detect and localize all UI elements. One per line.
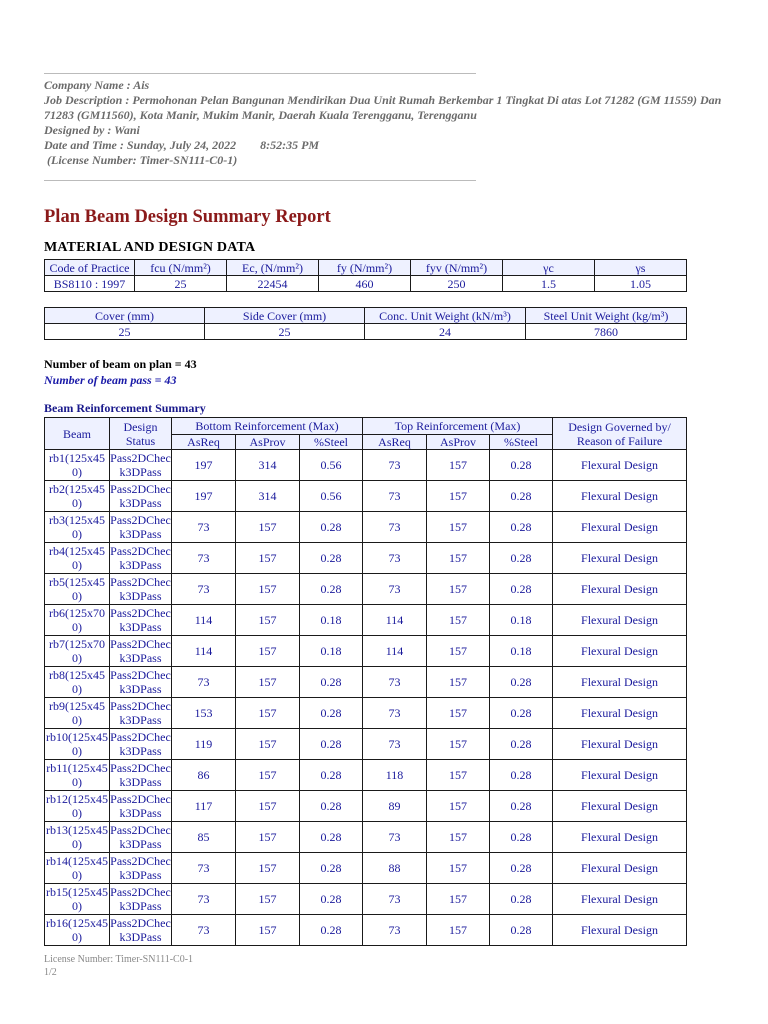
table-row: [45, 729, 687, 760]
design-status: Pass2DCheck3DPass: [110, 854, 171, 882]
date-time: Date and Time : Sunday, July 24, 2022 8:52:35 PM: [44, 138, 320, 152]
header-bottom-asreq: AsReq: [172, 435, 236, 450]
table-row: [45, 667, 687, 698]
bottom-asreq: 86: [172, 760, 236, 791]
beam-name: rb9(125x450): [45, 698, 110, 729]
bottom-asreq: 73: [172, 543, 236, 574]
design-governed: Flexural Design: [553, 636, 687, 667]
design-governed: Flexural Design: [553, 791, 687, 822]
beam-count: Number of beam on plan = 43: [44, 357, 197, 371]
top-steel: 0.28: [490, 760, 553, 791]
bottom-steel: 0.56: [300, 481, 363, 512]
header-design-governed: Design Governed by/ Reason of Failure: [553, 418, 687, 450]
value-cover: 25: [45, 324, 205, 340]
value-conc-unit-weight: 24: [365, 324, 526, 340]
bottom-asreq: 197: [172, 450, 236, 481]
design-status: Pass2DCheck3DPass: [110, 885, 171, 913]
table-row: [45, 698, 687, 729]
design-governed: Flexural Design: [553, 884, 687, 915]
design-status: Pass2DCheck3DPass: [110, 451, 171, 479]
beam-name: rb16(125x450): [46, 916, 108, 944]
header-conc-unit-weight: Conc. Unit Weight (kN/m³): [365, 308, 526, 324]
bottom-asreq: 153: [172, 698, 236, 729]
beam-name: rb6(125x700): [45, 605, 110, 636]
design-governed: Flexural Design: [553, 574, 687, 605]
header-gamma-c: γc: [503, 260, 595, 276]
top-asreq: 89: [363, 791, 427, 822]
report-title: Plan Beam Design Summary Report: [44, 207, 331, 227]
cover-header-row: [45, 308, 687, 324]
bottom-asprov: 157: [236, 512, 300, 543]
company-name: Company Name : Ais: [44, 78, 150, 92]
bottom-asprov: 157: [236, 636, 300, 667]
summary-title: Beam Reinforcement Summary: [44, 401, 206, 415]
bottom-steel: 0.28: [300, 729, 363, 760]
job-description: Job Description : Permohonan Pelan Bangunan Mendirikan Dua Unit Rumah Berkembar 1 Tingkat Di atas Lot 71282 (GM 11559) Dan 71283 (GM11560), Kota Manir, Mukim Manir, Daerah Kuala Terengganu, Terengganu: [44, 93, 725, 122]
top-asreq: 73: [363, 729, 427, 760]
bottom-asreq: 73: [172, 853, 236, 884]
top-asprov: 157: [427, 605, 490, 636]
top-asreq: 73: [363, 450, 427, 481]
top-asreq: 114: [363, 636, 427, 667]
top-steel: 0.28: [490, 512, 553, 543]
top-asprov: 157: [427, 636, 490, 667]
top-steel: 0.28: [490, 481, 553, 512]
top-asreq: 73: [363, 822, 427, 853]
bottom-asprov: 157: [236, 729, 300, 760]
bottom-asreq: 85: [172, 822, 236, 853]
value-fcu: 25: [135, 276, 227, 292]
value-fy: 460: [319, 276, 411, 292]
bottom-asreq: 117: [172, 791, 236, 822]
beam-name: rb11(125x450): [46, 761, 108, 789]
table-row: [45, 574, 687, 605]
header-fy: fy (N/mm²): [319, 260, 411, 276]
value-steel-unit-weight: 7860: [526, 324, 687, 340]
design-status: Pass2DCheck3DPass: [110, 792, 171, 820]
bottom-asprov: 157: [236, 605, 300, 636]
top-asprov: 157: [427, 512, 490, 543]
bottom-asreq: 197: [172, 481, 236, 512]
report-metadata: [44, 78, 734, 168]
top-rule: [44, 73, 476, 74]
design-status: Pass2DCheck3DPass: [110, 482, 171, 510]
design-status: Pass2DCheck3DPass: [110, 699, 171, 727]
bottom-asprov: 314: [236, 481, 300, 512]
header-cover: Cover (mm): [45, 308, 205, 324]
value-gamma-s: 1.05: [595, 276, 687, 292]
summary-header-row-1: [45, 418, 687, 435]
header-side-cover: Side Cover (mm): [205, 308, 365, 324]
design-governed: Flexural Design: [553, 853, 687, 884]
header-top-reinforcement: Top Reinforcement (Max): [363, 418, 553, 435]
bottom-asprov: 157: [236, 853, 300, 884]
beam-name: rb1(125x450): [45, 450, 110, 481]
bottom-steel: 0.28: [300, 791, 363, 822]
header-steel-unit-weight: Steel Unit Weight (kg/m³): [526, 308, 687, 324]
material-section-title: MATERIAL AND DESIGN DATA: [44, 240, 256, 255]
beam-name: rb3(125x450): [45, 512, 110, 543]
top-steel: 0.28: [490, 915, 553, 946]
design-status: Pass2DCheck3DPass: [110, 513, 171, 541]
top-steel: 0.28: [490, 791, 553, 822]
bottom-steel: 0.28: [300, 543, 363, 574]
design-governed: Flexural Design: [553, 915, 687, 946]
top-asreq: 73: [363, 543, 427, 574]
top-asprov: 157: [427, 760, 490, 791]
header-fcu: fcu (N/mm²): [135, 260, 227, 276]
top-asprov: 157: [427, 729, 490, 760]
table-row: [45, 543, 687, 574]
top-asprov: 157: [427, 884, 490, 915]
design-status: Pass2DCheck3DPass: [110, 575, 171, 603]
header-bottom-asprov: AsProv: [236, 435, 300, 450]
table-row: [45, 915, 687, 946]
bottom-asprov: 157: [236, 543, 300, 574]
design-governed: Flexural Design: [553, 481, 687, 512]
bottom-steel: 0.28: [300, 915, 363, 946]
bottom-asreq: 73: [172, 574, 236, 605]
top-steel: 0.28: [490, 698, 553, 729]
footer-license: License Number: Timer-SN111-C0-1: [44, 954, 194, 965]
design-governed: Flexural Design: [553, 822, 687, 853]
table-row: [45, 791, 687, 822]
header-top-asprov: AsProv: [427, 435, 490, 450]
top-asreq: 73: [363, 884, 427, 915]
bottom-asprov: 157: [236, 698, 300, 729]
top-asprov: 157: [427, 667, 490, 698]
top-asreq: 73: [363, 915, 427, 946]
bottom-asreq: 73: [172, 512, 236, 543]
top-steel: 0.28: [490, 729, 553, 760]
design-status: Pass2DCheck3DPass: [110, 761, 171, 789]
design-governed: Flexural Design: [553, 450, 687, 481]
top-steel: 0.28: [490, 822, 553, 853]
beam-name: rb4(125x450): [45, 543, 110, 574]
bottom-steel: 0.18: [300, 636, 363, 667]
beam-rows: [45, 450, 687, 946]
page-number: 1/2: [44, 967, 57, 978]
top-asprov: 157: [427, 481, 490, 512]
top-asreq: 73: [363, 574, 427, 605]
top-asprov: 157: [427, 915, 490, 946]
bottom-steel: 0.28: [300, 512, 363, 543]
value-ec: 22454: [227, 276, 319, 292]
top-asreq: 73: [363, 512, 427, 543]
header-design-status: Design Status: [110, 418, 172, 450]
bottom-steel: 0.28: [300, 822, 363, 853]
header-ec: Ec, (N/mm²): [227, 260, 319, 276]
bottom-asreq: 73: [172, 884, 236, 915]
beam-pass-count: Number of beam pass = 43: [44, 373, 177, 387]
bottom-rule: [44, 180, 476, 181]
bottom-asprov: 157: [236, 574, 300, 605]
beam-name: rb13(125x450): [46, 823, 108, 851]
header-top-steel: %Steel: [490, 435, 553, 450]
header-top-asreq: AsReq: [363, 435, 427, 450]
header-bottom-reinforcement: Bottom Reinforcement (Max): [172, 418, 363, 435]
design-governed: Flexural Design: [553, 543, 687, 574]
table-row: [45, 636, 687, 667]
bottom-asprov: 157: [236, 915, 300, 946]
beam-name: rb2(125x450): [45, 481, 110, 512]
top-steel: 0.28: [490, 884, 553, 915]
bottom-steel: 0.18: [300, 605, 363, 636]
top-steel: 0.28: [490, 853, 553, 884]
cover-table: [44, 307, 687, 340]
bottom-asreq: 114: [172, 605, 236, 636]
footer: [44, 953, 193, 979]
design-governed: Flexural Design: [553, 698, 687, 729]
table-row: [45, 760, 687, 791]
beam-name: rb10(125x450): [46, 730, 108, 758]
top-steel: 0.18: [490, 605, 553, 636]
beam-summary-table: [44, 417, 687, 946]
table-row: [45, 853, 687, 884]
top-asprov: 157: [427, 853, 490, 884]
cover-value-row: [45, 324, 687, 340]
top-asprov: 157: [427, 574, 490, 605]
top-steel: 0.28: [490, 543, 553, 574]
bottom-asprov: 157: [236, 822, 300, 853]
design-status: Pass2DCheck3DPass: [110, 730, 171, 758]
top-asreq: 114: [363, 605, 427, 636]
bottom-asreq: 119: [172, 729, 236, 760]
bottom-steel: 0.28: [300, 884, 363, 915]
designer: Designed by : Wani: [44, 123, 140, 137]
design-status: Pass2DCheck3DPass: [110, 637, 171, 665]
value-code-of-practice: BS8110 : 1997: [45, 276, 135, 292]
value-fyv: 250: [411, 276, 503, 292]
top-asreq: 73: [363, 698, 427, 729]
design-governed: Flexural Design: [553, 760, 687, 791]
top-asprov: 157: [427, 450, 490, 481]
bottom-asreq: 73: [172, 667, 236, 698]
beam-name: rb12(125x450): [46, 792, 108, 820]
design-governed: Flexural Design: [553, 667, 687, 698]
header-fyv: fyv (N/mm²): [411, 260, 503, 276]
table-row: [45, 481, 687, 512]
design-status: Pass2DCheck3DPass: [110, 544, 171, 572]
table-row: [45, 450, 687, 481]
bottom-steel: 0.28: [300, 667, 363, 698]
header-beam: Beam: [45, 418, 110, 450]
bottom-asprov: 157: [236, 760, 300, 791]
header-bottom-steel: %Steel: [300, 435, 363, 450]
beam-name: rb15(125x450): [46, 885, 108, 913]
beam-name: rb8(125x450): [45, 667, 110, 698]
bottom-asprov: 157: [236, 884, 300, 915]
table-row: [45, 884, 687, 915]
bottom-asprov: 157: [236, 791, 300, 822]
value-side-cover: 25: [205, 324, 365, 340]
design-status: Pass2DCheck3DPass: [110, 606, 171, 634]
bottom-steel: 0.28: [300, 698, 363, 729]
bottom-asreq: 73: [172, 915, 236, 946]
beam-name: rb14(125x450): [46, 854, 108, 882]
design-governed: Flexural Design: [553, 729, 687, 760]
bottom-asprov: 157: [236, 667, 300, 698]
bottom-asreq: 114: [172, 636, 236, 667]
table-row: [45, 605, 687, 636]
design-status: Pass2DCheck3DPass: [110, 916, 171, 944]
top-asreq: 88: [363, 853, 427, 884]
table-row: [45, 822, 687, 853]
value-gamma-c: 1.5: [503, 276, 595, 292]
top-asreq: 73: [363, 667, 427, 698]
top-asprov: 157: [427, 698, 490, 729]
top-asprov: 157: [427, 543, 490, 574]
material-header-row: [45, 260, 687, 276]
beam-name: rb5(125x450): [45, 574, 110, 605]
material-value-row: [45, 276, 687, 292]
top-asreq: 73: [363, 481, 427, 512]
beam-name: rb7(125x700): [45, 636, 110, 667]
top-steel: 0.28: [490, 574, 553, 605]
material-table: [44, 259, 687, 292]
table-row: [45, 512, 687, 543]
top-asreq: 118: [363, 760, 427, 791]
top-steel: 0.28: [490, 450, 553, 481]
header-code-of-practice: Code of Practice: [45, 260, 135, 276]
bottom-steel: 0.28: [300, 760, 363, 791]
top-asprov: 157: [427, 791, 490, 822]
design-governed: Flexural Design: [553, 512, 687, 543]
top-steel: 0.28: [490, 667, 553, 698]
bottom-asprov: 314: [236, 450, 300, 481]
license-number: (License Number: Timer-SN111-C0-1): [44, 153, 238, 167]
design-status: Pass2DCheck3DPass: [110, 823, 171, 851]
bottom-steel: 0.28: [300, 853, 363, 884]
header-gamma-s: γs: [595, 260, 687, 276]
top-asprov: 157: [427, 822, 490, 853]
bottom-steel: 0.56: [300, 450, 363, 481]
design-governed: Flexural Design: [553, 605, 687, 636]
design-status: Pass2DCheck3DPass: [110, 668, 171, 696]
top-steel: 0.18: [490, 636, 553, 667]
bottom-steel: 0.28: [300, 574, 363, 605]
